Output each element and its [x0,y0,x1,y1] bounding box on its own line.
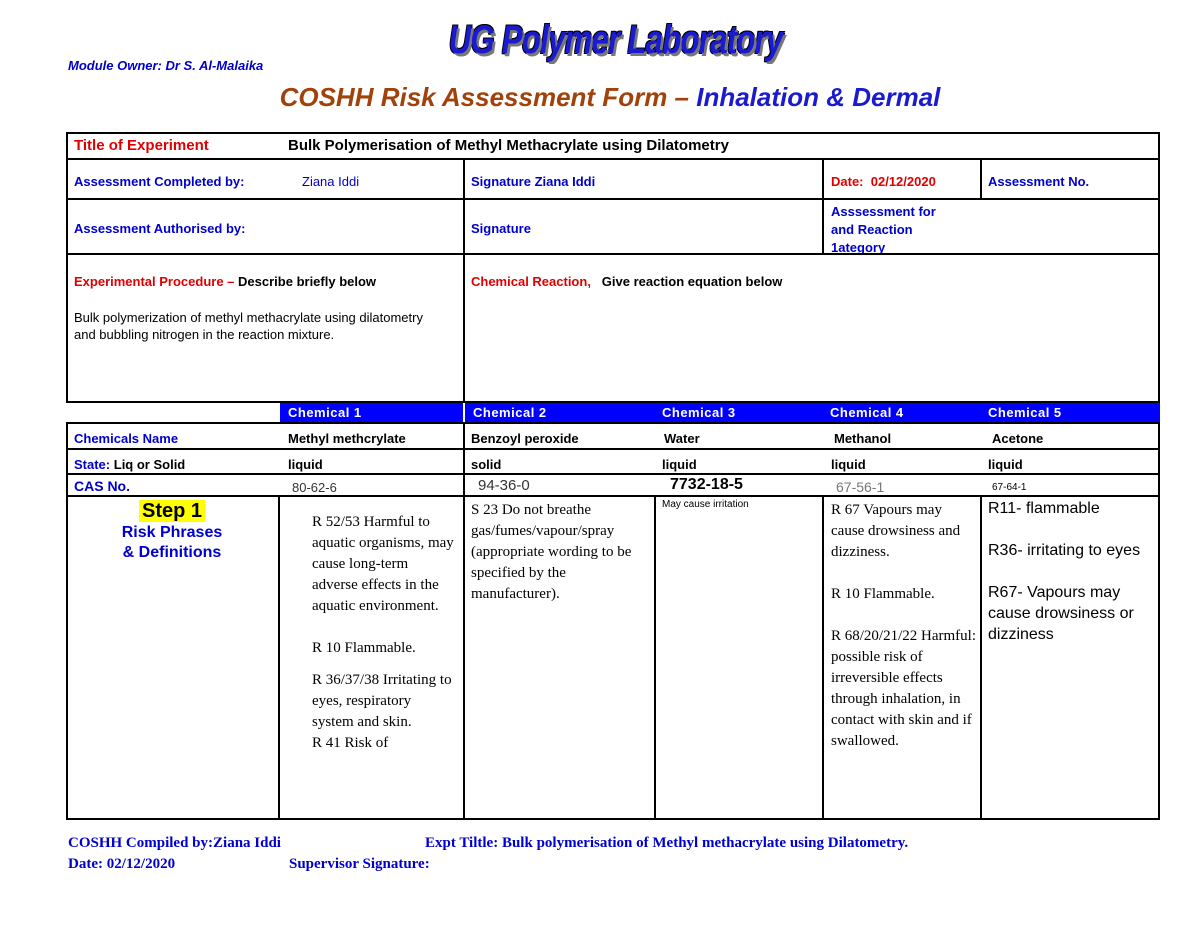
chemical-1-risk [312,512,454,818]
chemical-5-risk-phrase: R67- Vapours may cause drowsiness or dizziness [988,584,1134,643]
chemical-name-label: Chemicals Name [74,431,179,446]
risk-label [66,500,278,563]
completed-value: Ziana Iddi [302,174,360,189]
chemical-2-header: Chemical 2 [465,403,654,423]
procedure-label: Experimental Procedure – [74,274,235,289]
chemical-1-cas: 80-62-6 [292,480,337,495]
chemical-1-header: Chemical 1 [280,403,463,423]
state-label [74,457,185,472]
footer-date: Date: 02/12/2020 [68,856,176,872]
cas-label: CAS No. [74,478,130,494]
assessment-no-label: Assessment No. [988,174,1090,189]
chemical-4-name: Methanol [834,431,892,446]
reaction-label: Chemical Reaction, [471,274,591,289]
chemical-5-header: Chemical 5 [980,403,1160,423]
completed-label: Assessment Completed by: [74,174,245,189]
chemical-3-state: liquid [662,457,697,472]
chemical-4-risk-phrase: R 67 Vapours may cause drowsiness and dizziness. [831,502,961,560]
divider-line [66,495,1160,497]
chemical-5-name: Acetone [992,431,1044,446]
form-title-part2: Inhalation & Dermal [696,82,941,112]
risk-label-line2: & Definitions [122,544,222,561]
step-badge: Step 1 [139,500,205,522]
category-label-line3: 1ategory [831,240,886,255]
chemical-1-risk-phrase: R 36/37/38 Irritating to eyes, respiratory system and skin. [312,672,452,730]
state-label-desc: Liq or Solid [113,457,186,472]
category-label-line1: Asssessment for [831,204,936,219]
chemical-5-risk-phrase: R11- flammable [988,500,1100,517]
chemical-4-state: liquid [831,457,866,472]
date-label: Date: [831,174,864,189]
authorised-label: Assessment Authorised by: [74,221,246,236]
divider-line [980,495,982,820]
chemical-1-risk-phrase: R 52/53 Harmful to aquatic organisms, may cause long-term adverse effects in the aquatic environment. [312,514,454,614]
chemical-1-risk-phrase: R 41 Risk of [312,735,389,751]
risk-label-line1: Risk Phrases [121,524,223,541]
category-label [831,203,936,257]
procedure-text: Bulk polymerization of methyl methacrylate using dilatometry and bubbling nitrogen in the reaction mixture. [74,310,423,342]
reaction-heading [471,274,782,289]
chemical-5-cas: 67-64-1 [992,482,1027,493]
chemical-1-name: Methyl methcrylate [288,431,406,446]
procedure-heading [74,274,376,289]
chemical-2-risk: S 23 Do not breathe gas/fumes/vapour/spray (appropriate wording to be specified by the manufacturer). [471,502,632,602]
chemical-3-header: Chemical 3 [654,403,822,423]
divider-line [463,422,465,820]
chemical-5-risk [988,498,1156,645]
chemical-1-state: liquid [288,457,323,472]
procedure-label-desc: Describe briefly below [238,274,377,289]
chemical-5-risk-phrase: R36- irritating to eyes [988,542,1141,559]
state-label-main: State: [74,457,111,472]
date-field [831,174,936,189]
experiment-title-value: Bulk Polymerisation of Methyl Methacrylate using Dilatometry [288,137,729,154]
chemical-4-risk-phrase: R 68/20/21/22 Harmful: possible risk of irreversible effects through inhalation, in contact with skin and if swallowed. [831,628,976,749]
chemical-5-state: liquid [988,457,1023,472]
date-value: 02/12/2020 [870,174,936,189]
divider-line [278,495,280,820]
chemical-2-cas: 94-36-0 [478,477,530,494]
reaction-label-desc: Give reaction equation below [601,274,783,289]
divider-line [654,495,656,820]
chemical-3-cas: 7732-18-5 [670,476,743,493]
module-owner: Module Owner: Dr S. Al-Malaika [68,58,264,73]
signature2-label: Signature [471,221,531,236]
category-label-line2: and Reaction [831,222,913,237]
supervisor-signature: Supervisor Signature: [289,856,430,872]
risk-assessment-table [66,132,1160,820]
form-title [0,82,1200,113]
chemical-2-state: solid [471,457,502,472]
divider-line [66,473,1160,475]
chemical-4-header: Chemical 4 [822,403,980,423]
chemical-4-cas: 67-56-1 [836,479,885,495]
chemical-4-risk [831,500,976,752]
chemical-3-name: Water [664,431,700,446]
form-title-part1: COSHH Risk Assessment Form – [279,82,689,112]
signature-label: Signature Ziana Iddi [471,174,596,189]
chemical-2-name: Benzoyl peroxide [471,431,579,446]
chemical-4-risk-phrase: R 10 Flammable. [831,586,935,602]
experiment-title-label: Title of Experiment [74,137,209,154]
lab-title: UG Polymer Laboratory [448,18,783,62]
chemical-3-risk: May cause irritation [662,499,749,510]
compiled-by: COSHH Compiled by:Ziana Iddi [68,835,281,851]
expt-title: Expt Tiltle: Bulk polymerisation of Methyl methacrylate using Dilatometry. [425,835,909,851]
divider-line [822,495,824,820]
divider-line [66,448,1160,450]
chemical-1-risk-phrase: R 10 Flammable. [312,640,416,656]
divider-line [66,422,1160,424]
